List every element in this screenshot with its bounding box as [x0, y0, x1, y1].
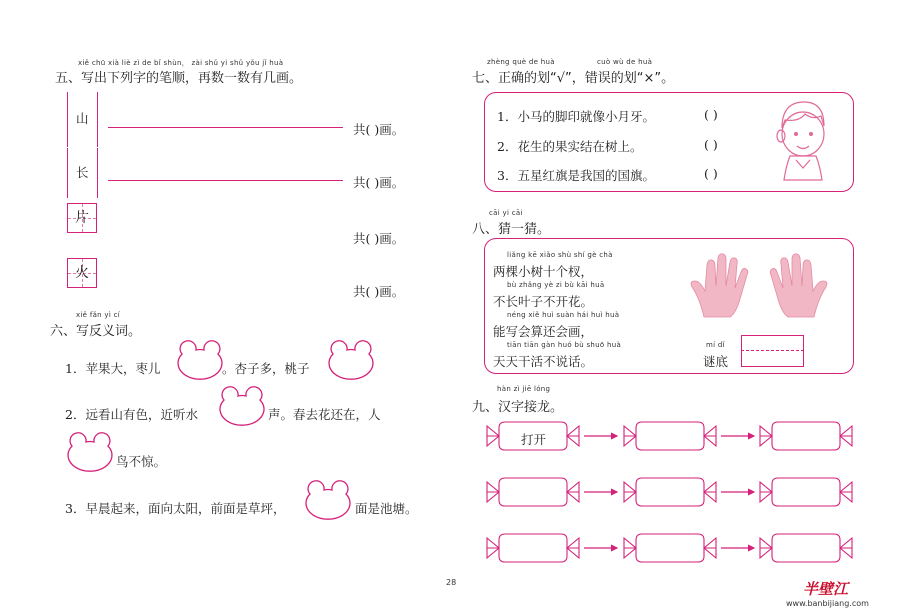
riddle-pinyin-1: liǎng kē xiǎo shù shí gè chà — [507, 251, 613, 259]
site-logo: 半壁江 — [803, 580, 849, 598]
q6-line2-a: 2．远看山有色，近听水 — [65, 407, 198, 422]
char-shan: 山 — [76, 111, 89, 126]
section7-pinyin-b: cuò wù de huà — [597, 58, 653, 66]
char-chang: 长 — [76, 165, 89, 180]
tf-item-1: 1．小马的脚印就像小月牙。 — [497, 109, 655, 124]
stroke-count-3[interactable]: 共( )画。 — [353, 231, 405, 246]
chain-start-word: 打开 — [521, 432, 547, 447]
char-guide-line — [67, 92, 68, 147]
section6-heading: 六、写反义词。 — [50, 324, 142, 339]
bear-answer-box[interactable] — [214, 388, 270, 432]
char-guide-line — [67, 148, 68, 198]
section5-pinyin: xiě chū xià liè zì de bǐ shùn， zài shǔ yi shǔ yǒu jǐ huà — [78, 59, 284, 67]
stroke-count-2[interactable]: 共( )画。 — [353, 175, 405, 190]
riddle-pinyin-2: bù zhǎng yè zi bù kāi huā — [507, 281, 605, 289]
stroke-line-2 — [108, 180, 343, 181]
q6-line3-b: 面是池塘。 — [355, 501, 418, 516]
section9-heading: 九、汉字接龙。 — [472, 400, 564, 415]
riddle-line-2: 不长叶子不开花。 — [493, 294, 594, 309]
bear-answer-box[interactable] — [323, 342, 379, 386]
q6-line3-a: 3．早晨起来，面向太阳，前面是草坪， — [65, 501, 286, 516]
section8-pinyin: cāi yi cāi — [489, 209, 523, 217]
answer-box[interactable] — [741, 335, 804, 367]
riddle-line-3: 能写会算还会画， — [493, 324, 594, 339]
riddle-line-1: 两棵小树十个杈， — [493, 264, 594, 279]
tf-item-3: 3．五星红旗是我国的国旗。 — [497, 168, 655, 183]
page-number: 28 — [446, 578, 457, 587]
bear-answer-box[interactable] — [300, 482, 356, 526]
stroke-count-1[interactable]: 共( )画。 — [353, 122, 405, 137]
tf-item-2: 2．花生的果实结在树上。 — [497, 139, 643, 154]
q6-line2-b: 声。春去花还在，人 — [268, 407, 381, 422]
answer-label: 谜底 — [703, 354, 729, 369]
char-box-huo: 火 — [67, 258, 97, 288]
site-url: www.banbijiang.com — [786, 599, 869, 608]
right-hand-illustration — [764, 253, 830, 319]
section5-heading: 五、写出下列字的笔顺，再数一数有几画。 — [55, 71, 303, 86]
riddle-line-4: 天天干活不说话。 — [493, 354, 594, 369]
boy-illustration — [772, 98, 832, 190]
char-guide-line — [97, 148, 98, 198]
q6-line1-a: 1．苹果大，枣儿 — [65, 361, 161, 376]
tf-mark-2[interactable]: ( ) — [704, 137, 718, 152]
tf-mark-3[interactable]: ( ) — [704, 166, 718, 181]
stroke-count-4[interactable]: 共( )画。 — [353, 284, 405, 299]
answer-midline — [741, 350, 804, 351]
section9-pinyin: hàn zì jiē lóng — [497, 385, 551, 393]
section8-heading: 八、猜一猜。 — [472, 222, 551, 237]
section6-pinyin: xiě fǎn yì cí — [76, 311, 121, 319]
bear-answer-box[interactable] — [172, 342, 228, 386]
riddle-pinyin-4: tiān tiān gàn huó bù shuō huà — [507, 341, 622, 349]
section7-pinyin-a: zhèng què de huà — [487, 58, 555, 66]
section7-heading: 七、正确的划“√”，错误的划“×”。 — [472, 71, 675, 86]
char-box-pian: 片 — [67, 203, 97, 233]
riddle-pinyin-3: néng xiě huì suàn hái huì huà — [507, 311, 620, 319]
q6-line2-c: 鸟不惊。 — [116, 454, 167, 469]
char-guide-line — [97, 92, 98, 147]
answer-pinyin: mí dǐ — [706, 341, 725, 349]
stroke-line-1 — [108, 127, 343, 128]
left-hand-illustration — [688, 253, 754, 319]
bear-answer-box[interactable] — [62, 434, 118, 478]
q6-line1-b: 。杏子多，桃子 — [222, 361, 310, 376]
tf-mark-1[interactable]: ( ) — [704, 107, 718, 122]
